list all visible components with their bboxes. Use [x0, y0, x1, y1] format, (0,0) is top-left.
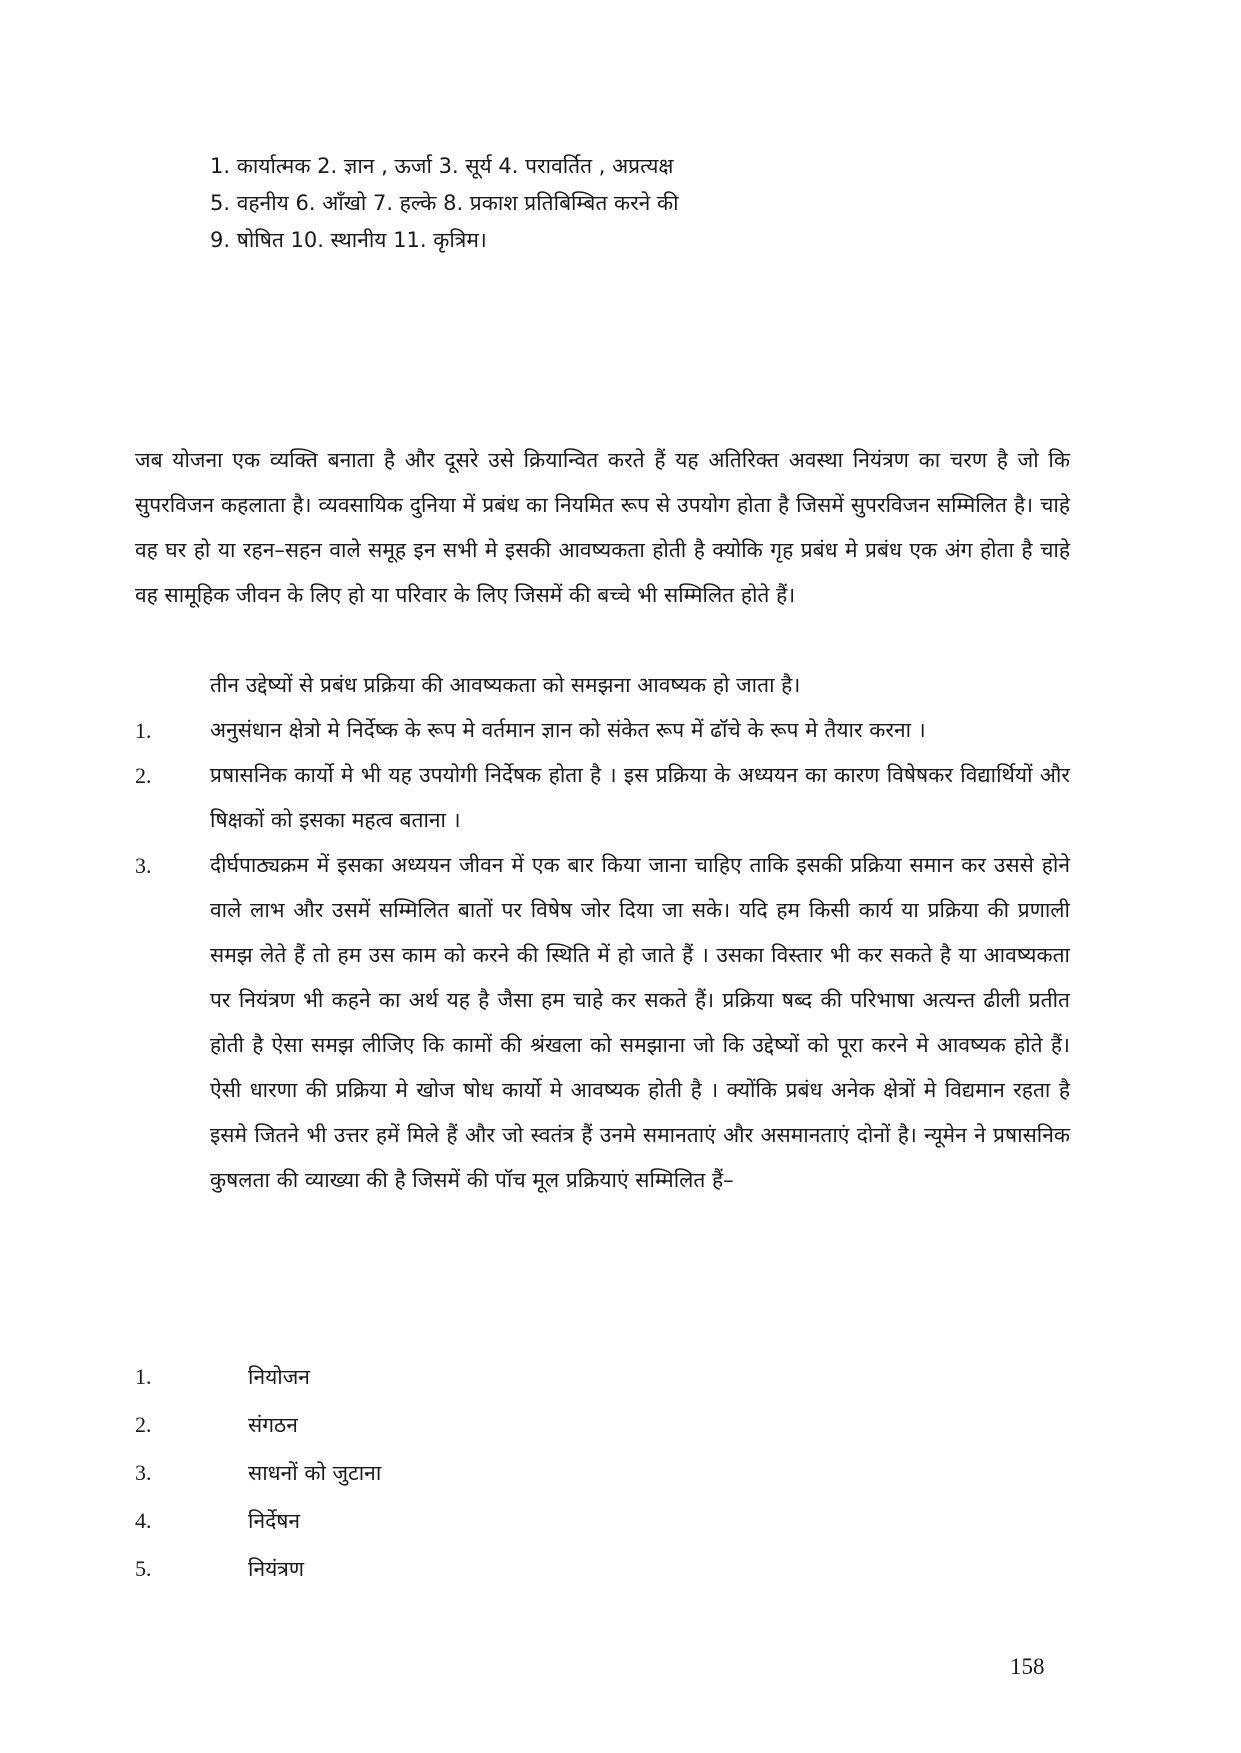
list-item — [135, 1449, 735, 1497]
list-item — [135, 708, 1070, 753]
list-text: अनुसंधान क्षेत्रो मे निर्देष्क के रूप मे वर्तमान ज्ञान को संकेत रूप में ढॉचे के रूप मे तैयार करना । — [210, 718, 926, 742]
answer-key — [210, 148, 1110, 259]
list-item — [135, 1401, 735, 1449]
list-item — [135, 753, 1070, 843]
processes-list — [135, 1353, 735, 1593]
objectives-list — [135, 708, 1070, 1203]
answer-line: 1. कार्यात्मक 2. ज्ञान , ऊर्जा 3. सूर्य 4. परावर्तित , अप्रत्यक्ष — [210, 154, 674, 178]
list-number: 3. — [135, 853, 152, 878]
intro-paragraph: जब योजना एक व्यक्ति बनाता है और दूसरे उसे क्रियान्वित करते हैं यह अतिरिक्त अवस्था नियंत्रण का चरण है जो कि सुपरविजन कहलाता है। व्यवसायिक दुनिया में प्रबंध का नियमित रूप से उपयोग होता है जिसमें सुपरविजन सम्मिलित है। चाहे वह घर हो या रहन–सहन वाले समूह इन सभी मे इसकी आवष्यकता होती है क्योकि गृह प्रबंध मे प्रबंध एक अंग होता है चाहे वह सामूहिक जीवन के लिए हो या परिवार के लिए जिसमें की बच्चे भी सम्मिलित होते हैं। — [135, 448, 1070, 607]
list-text: नियोजन — [248, 1365, 310, 1389]
list-number: 3. — [135, 1460, 152, 1485]
list-text: संगठन — [248, 1413, 298, 1437]
list-text: नियंत्रण — [248, 1557, 305, 1581]
list-number: 2. — [135, 1412, 152, 1437]
list-item — [135, 843, 1070, 1203]
list-text: साधनों को जुटाना — [248, 1461, 382, 1485]
list-item — [135, 1497, 735, 1545]
list-item — [135, 1353, 735, 1401]
list-text: निर्देषन — [248, 1509, 301, 1533]
list-number: 1. — [135, 718, 152, 743]
list-text: दीर्घपाठ्यक्रम में इसका अध्ययन जीवन में एक बार किया जाना चाहिए ताकि इसकी प्रक्रिया समान कर उससे होने वाले लाभ और उसमें सम्मिलित बातों पर विषेष जोर दिया जा सके। यदि हम किसी कार्य या प्रक्रिया की प्रणाली समझ लेते हैं तो हम उस काम को करने की स्थिति में हो जाते हैं । उसका विस्तार भी कर सकते है या आवष्यकता पर नियंत्रण भी कहने का अर्थ यह है जैसा हम चाहे कर सकते हैं। प्रक्रिया षब्द की परिभाषा अत्यन्त ढीली प्रतीत होती है ऐसा समझ लीजिए कि कामों की श्रंखला को समझाना जो कि उद्देष्यों को पूरा करने मे आवष्यक होते हैं। ऐसी धारणा की प्रक्रिया मे खोज षोध कार्यो मे आवष्यक होती है । क्योंकि प्रबंध अनेक क्षेत्रों मे विद्यमान रहता है इसमे जितने भी उत्तर हमें मिले हैं और जो स्वतंत्र हैं उनमे समानताएं और असमानताएं दोनों है। न्यूमेन ने प्रषासनिक कुषलता की व्याख्या की है जिसमें की पॉच मूल प्रक्रियाएं सम्मिलित हैं– — [210, 853, 1070, 1192]
objectives-intro: तीन उद्देष्यों से प्रबंध प्रक्रिया की आवष्यकता को समझना आवष्यक हो जाता है। — [210, 673, 801, 697]
list-text: प्रषासनिक कार्यो मे भी यह उपयोगी निर्देषक होता है । इस प्रक्रिया के अध्ययन का कारण विषेषकर विद्यार्थियों और षिक्षकों को इसका महत्व बताना । — [210, 763, 1070, 832]
list-number: 4. — [135, 1508, 152, 1533]
list-number: 5. — [135, 1556, 152, 1581]
list-item — [135, 1545, 735, 1593]
answer-line: 9. षोषित 10. स्थानीय 11. कृत्रिम। — [210, 228, 487, 252]
list-number: 2. — [135, 763, 152, 788]
answer-line: 5. वहनीय 6. आँखो 7. हल्के 8. प्रकाश प्रतिबिम्बित करने की — [210, 191, 679, 215]
page-number: 158 — [1010, 1654, 1045, 1679]
list-number: 1. — [135, 1364, 152, 1389]
